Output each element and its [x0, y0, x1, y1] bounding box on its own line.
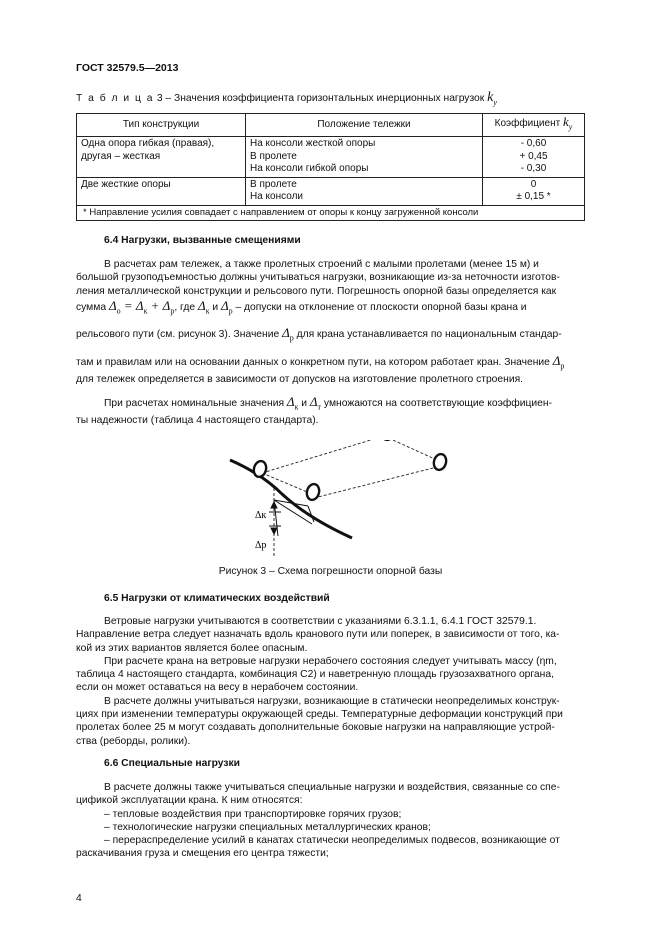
- support-base-diagram: [222, 440, 462, 562]
- section-6-4-title: 6.4 Нагрузки, вызванные смещениями: [104, 235, 301, 246]
- k-symbol: $k_y$: [487, 90, 497, 107]
- col-header-type: Тип конструкции: [77, 114, 246, 137]
- table-header-row: [77, 114, 585, 137]
- delta-p-label: Δр: [255, 540, 267, 551]
- section-6-4-text: В расчетах рам тележек, а также пролетных строений с малыми пролетами (менее 15 м) и большой грузоподъемностью должны учитываться нагрузки, возникающие из-за неточности изготов- ления металлической конструкции и рельсового пути. Погрешность опорной базы определяется как сумма $\Delta_o = \Delta_к + \Delta_р$, где $\Delta_к$ и $\Delta_р$ – допуски на отклонение от плоскости опорной базы крана и рельсового пути (см. рисунок 3). Значение $\Delta_р$ для крана устанавливается по национальным стандар- там и правилам или на основании данных о конкретном пути, на котором работает кран. Значение $\Delta_р$ для тележек определяется в зависимости от допусков на изготовление пролетного строения. При расчетах номинальные значения $\Delta_к$ и $\Delta_т$ умножаются на соответствующие коэффициен- ты надежности (таблица 4 настоящего стандарта).: [76, 259, 565, 426]
- figure-caption: Рисунок 3 – Схема погрешности опорной базы: [218, 566, 443, 577]
- page-header: ГОСТ 32579.5—2013: [76, 62, 179, 74]
- table-footnote: * Направление усилия совпадает с направлением от опоры к концу загруженной консоли: [77, 205, 585, 221]
- col-header-position: Положение тележки: [246, 114, 483, 137]
- table-row: [77, 177, 585, 205]
- table-cell-type: Одна опора гибкая (правая), другая – жесткая: [77, 137, 246, 178]
- delta-k-label: Δк: [255, 510, 267, 521]
- section-6-5-text: Ветровые нагрузки учитываются в соответствии с указаниями 6.3.1.1, 6.4.1 ГОСТ 32579.1. Направление ветра следует назначать вдоль кранового пути или поперек, в зависимости от того, ка- кой из этих вариантов является более опасным. При расчете крана на ветровые нагрузки нерабочего состояния следует учитывать массу (ηm, таблица 4 настоящего стандарта, комбинация С2) и наветренную площадь грузозахватного органа, если он может оставаться на весу в нерабочем состоянии. В расчете должны учитываться нагрузки, возникающие в статически неопределимых конструк- циях при изменении температуры окружающей среды. Температурные деформации конструкций при пролетах более 25 м могут создавать дополнительные боковые нагрузки на направляющие устрой- ства (реборды, ролики).: [76, 616, 563, 747]
- table-footnote-row: [77, 205, 585, 221]
- table-caption-text: 3 – Значения коэффициента горизонтальных инерционных нагрузок: [153, 93, 488, 104]
- table-cell-value: 0 ± 0,15 *: [483, 177, 585, 205]
- section-6-6-text: В расчете должны также учитываться специальные нагрузки и воздействия, связанные со спе- цификой эксплуатации крана. К ним относятся: – тепловые воздействия при транспортировке горячих грузов; – технологические нагрузки специальных металлургических кранов; – перераспределение усилий в канатах статически неопределимых подвесов, возникающие от раскачивания груза и смещения его центра тяжести;: [76, 782, 560, 860]
- page-number: 4: [76, 893, 82, 904]
- section-6-6-title: 6.6 Специальные нагрузки: [104, 758, 240, 769]
- table-cell-type: Две жесткие опоры: [77, 177, 246, 205]
- table-row: [77, 137, 585, 178]
- table-cell-value: - 0,60 + 0,45 - 0,30: [483, 137, 585, 178]
- table-caption: [76, 90, 586, 107]
- table-cell-position: В пролете На консоли: [246, 177, 483, 205]
- coefficient-table: [76, 113, 585, 221]
- table-caption-prefix: Т а б л и ц а: [76, 93, 154, 104]
- section-6-5-title: 6.5 Нагрузки от климатических воздействий: [104, 593, 330, 604]
- col-header-coefficient: Коэффициент $k_y$: [483, 114, 585, 137]
- table-cell-position: На консоли жесткой опоры В пролете На консоли гибкой опоры: [246, 137, 483, 178]
